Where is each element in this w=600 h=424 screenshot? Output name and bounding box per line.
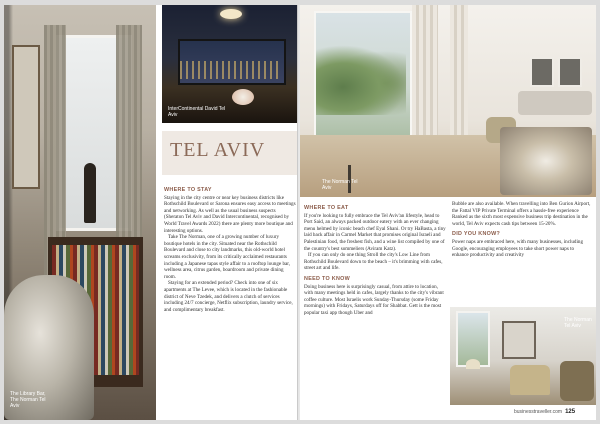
paragraph: Take The Norman, one of a growing number of luxury boutique hotels in the city. Situated near the Rothschild Boulevard and close to city landmarks, this old-world hotel screams exclusivity, from its critically acclaimed restaurants including a Japanese tapas style affair to a rooftop lounge bar, wellness area, citrus garden, boardroom and private dining room. [164, 234, 291, 280]
statue [84, 163, 96, 223]
page-folio [514, 409, 575, 415]
night-photo-caption: InterContinental David Tel Aviv [168, 106, 226, 118]
flower-arrangement [232, 89, 254, 105]
where-to-eat-section [304, 201, 446, 317]
paragraph: Doing business here is surprisingly casual, from attire to location, with many meetings held in cafes, largely thanks to the city's vibrant coffee culture. Most Israelis work Sunday-Thursday (some Friday mornings) with Fridays, Saturdays off for Shabbat. Gett is the most popular taxi app though Uber and [304, 283, 444, 316]
room-photo-caption: The Norman Tel Aviv [564, 317, 592, 329]
rug [500, 127, 592, 195]
right-column-b [452, 201, 592, 259]
where-to-stay-section [164, 183, 296, 313]
norman-suite-photo [300, 5, 596, 197]
paragraph: If you can only do one thing Stroll the city's Low Line from Rothschild Boulevard down to the beach – it's brimming with cafes, street art and life. [304, 252, 443, 272]
did-you-know-text: Power naps are embraced here, with many businesses, including Google, encouraging employees to take short power naps to enhance productivity and creativity [452, 238, 583, 259]
sofa [518, 91, 592, 115]
lamp [466, 359, 480, 369]
need-to-know-heading: NEED TO KNOW [304, 275, 351, 282]
armchair [560, 361, 594, 401]
title-band [162, 131, 298, 175]
paragraph: If you're looking to fully embrace the Tel Aviv'an lifestyle, head to Port Said, an always packed outdoor eatery with an ever changing menu helmed by iconic beach chef Eyal Shani. Or try HaBasta, a tiny laid back affair in Carmel Market that promises original Israeli and Palestinian food, the freshest fish, and a wine list compiled by one of the country's best sommeliers (Aviram Katz). [304, 212, 446, 252]
right-page [300, 5, 596, 420]
wall-art [558, 57, 582, 87]
library-bar-photo [4, 5, 156, 420]
city-lights [180, 61, 280, 79]
paragraph: Bubble are also available. When travelling into Ben Gurion Airport, the Fattal VIP Private Terminal offers a hassle-free experience Ranked as the sixth most expensive business trip destination in the world, Tel Aviv expects cash tips between 15-20%. [452, 201, 591, 227]
where-to-stay-heading: WHERE TO STAY [164, 187, 212, 193]
ceiling-lamp [220, 9, 242, 19]
trees [316, 45, 406, 115]
wall-frame [12, 45, 40, 189]
wall-art [502, 321, 536, 359]
chair [510, 365, 550, 395]
did-you-know-heading: DID YOU KNOW? [452, 231, 501, 238]
where-to-eat-heading: WHERE TO EAT [304, 205, 349, 211]
site-name: businesstraveller.com [514, 409, 563, 415]
page-number: 125 [565, 409, 576, 415]
article-title: TEL AVIV [170, 139, 266, 161]
paragraph: Staying for an extended period? Check into one of six apartments at The Levee, which is located in the fashionable district of Neve Tzedek, and delivers a clutch of services including 24/7 concierge, Netflix subscription, laundry service, and complimentary breakfast. [164, 280, 293, 313]
suite-photo-caption: The Norman Tel Aviv [322, 179, 358, 191]
wall-art [530, 57, 554, 87]
paragraph: Staying in the city centre or near key business districts like Rothschild Boulevard or Sarona ensures easy access to meetings and networking. As well as the usual business suspects (Sheraton Tel Aviv and David Intercontinental, recognised by World Travel Awards 2022) there are plenty more boutique and interesting options. [164, 194, 296, 234]
library-photo-caption: The Library Bar, The Norman Tel Aviv [10, 391, 46, 409]
left-page [4, 5, 298, 420]
